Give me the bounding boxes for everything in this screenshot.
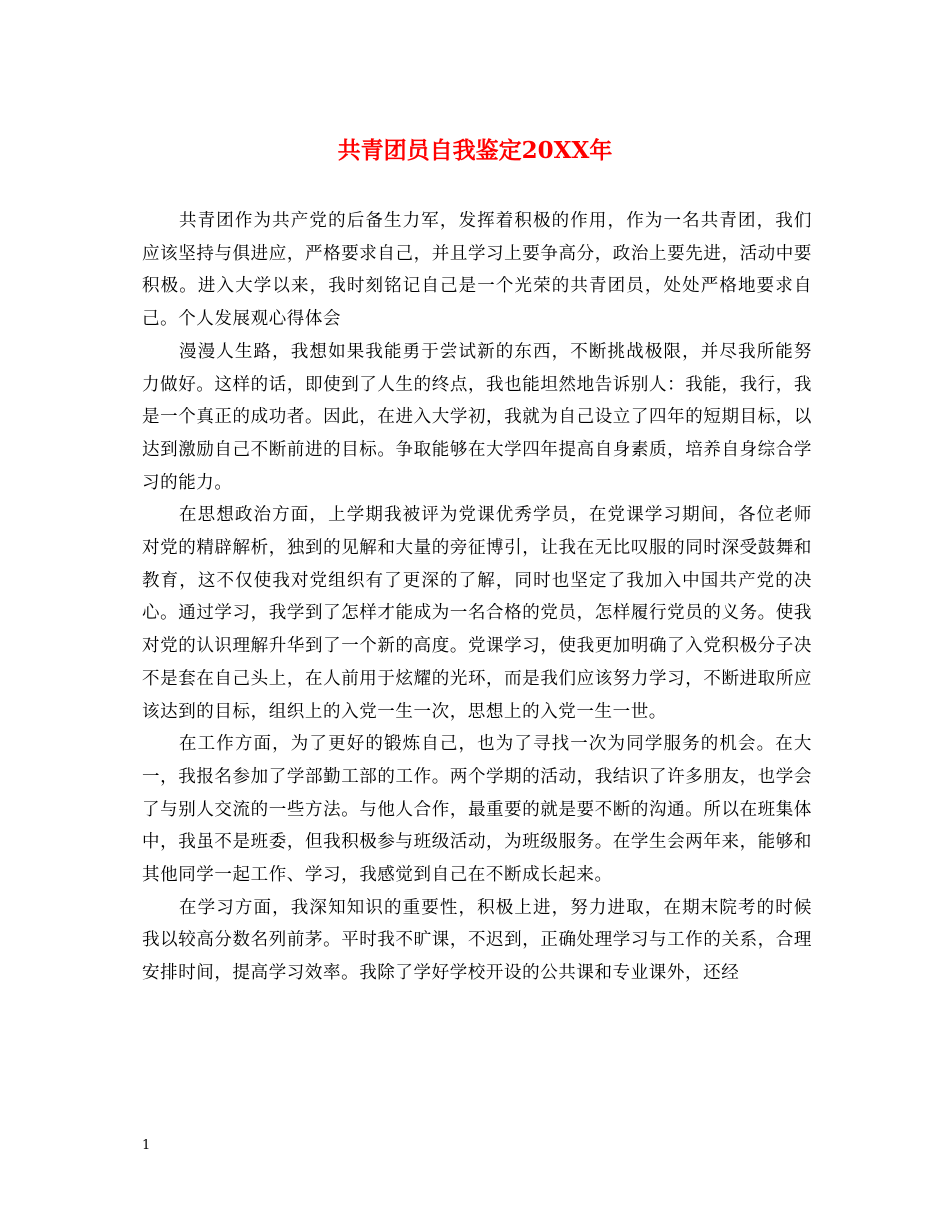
- document-body: [142, 205, 812, 990]
- paragraph-5: 在学习方面，我深知知识的重要性，积极上进，努力进取，在期末院考的时候我以较高分数名列前茅。平时我不旷课，不迟到，正确处理学习与工作的关系，合理安排时间，提高学习效率。我除了学好学校开设的公共课和专业课外，还经: [142, 897, 812, 984]
- paragraph-3: 在思想政治方面，上学期我被评为党课优秀学员，在党课学习期间，各位老师对党的精辟解析，独到的见解和大量的旁征博引，让我在无比叹服的同时深受鼓舞和教育，这不仅使我对党组织有了更深的了解，同时也坚定了我加入中国共产党的决心。通过学习，我学到了怎样才能成为一名合格的党员，怎样履行党员的义务。使我对党的认识理解升华到了一个新的高度。党课学习，使我更加明确了入党积极分子决不是套在自己头上，在人前用于炫耀的光环，而是我们应该努力学习，不断进取所应该达到的目标，组织上的入党一生一次，思想上的入党一生一世。: [142, 505, 812, 722]
- paragraph-4: 在工作方面，为了更好的锻炼自己，也为了寻找一次为同学服务的机会。在大一，我报名参加了学部勤工部的工作。两个学期的活动，我结识了许多朋友，也学会了与别人交流的一些方法。与他人合作，最重要的就是要不断的沟通。所以在班集体中，我虽不是班委，但我积极参与班级活动，为班级服务。在学生会两年来，能够和其他同学一起工作、学习，我感觉到自己在不断成长起来。: [142, 734, 812, 886]
- paragraph-1: 共青团作为共产党的后备生力军，发挥着积极的作用，作为一名共青团，我们应该坚持与俱进应，严格要求自己，并且学习上要争高分，政治上要先进，活动中要积极。进入大学以来，我时刻铭记自己是一个光荣的共青团员，处处严格地要求自己。个人发展观心得体会: [142, 211, 812, 330]
- paragraph-2: 漫漫人生路，我想如果我能勇于尝试新的东西，不断挑战极限，并尽我所能努力做好。这样的话，即使到了人生的终点，我也能坦然地告诉别人：我能，我行，我是一个真正的成功者。因此，在进入大学初，我就为自己设立了四年的短期目标，以达到激励自己不断前进的目标。争取能够在大学四年提高自身素质，培养自身综合学习的能力。: [142, 341, 812, 493]
- document-title: 共青团员自我鉴定20XX年: [337, 137, 613, 164]
- page-number: 1: [142, 1138, 151, 1153]
